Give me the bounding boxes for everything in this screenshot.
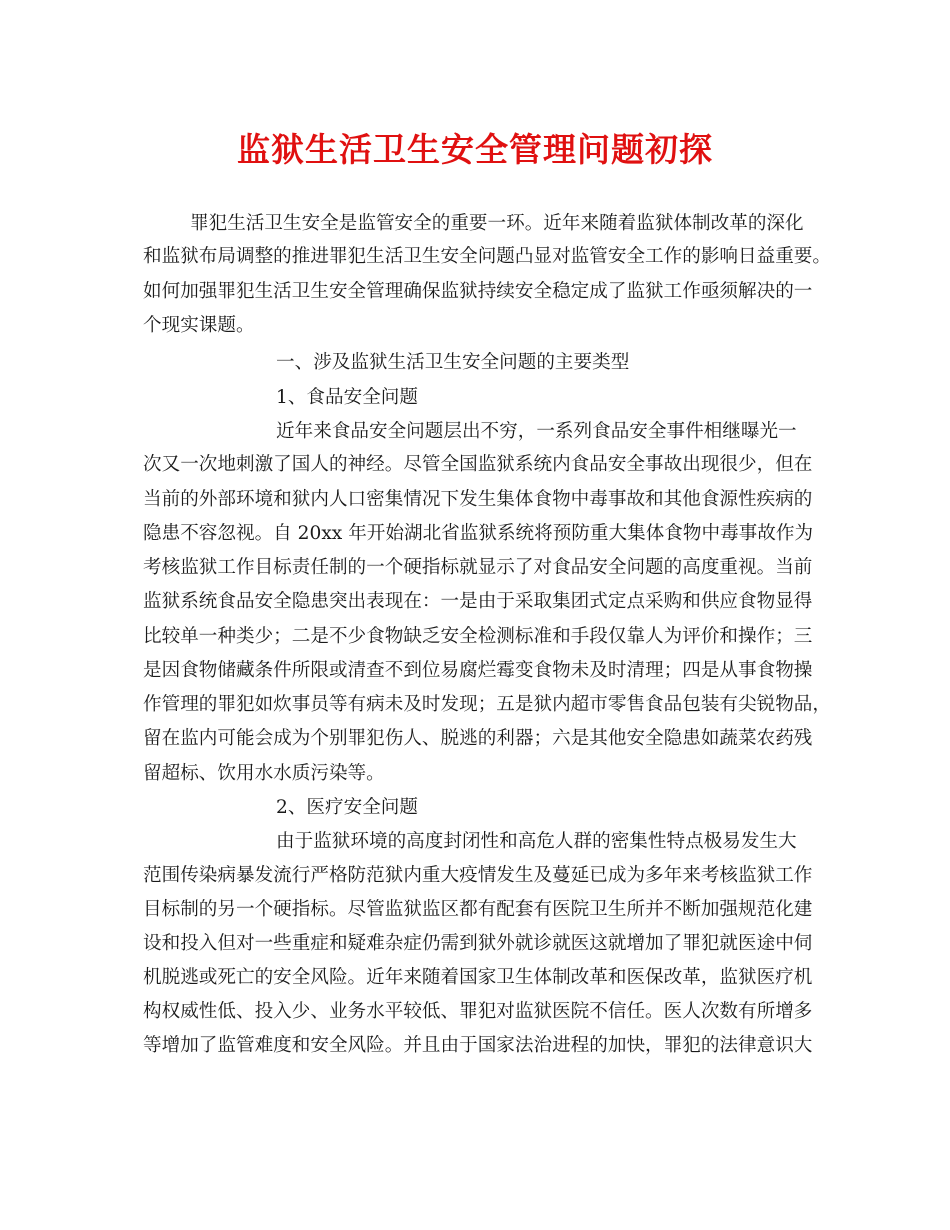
body-line: 如何加强罪犯生活卫生安全管理确保监狱持续安全稳定成了监狱工作亟须解决的一 <box>143 281 813 302</box>
section-heading: 一、涉及监狱生活卫生安全问题的主要类型 <box>276 352 630 373</box>
body-line: 范围传染病暴发流行严格防范狱内重大疫情发生及蔓延已成为多年来考核监狱工作 <box>143 865 813 886</box>
body-line: 构权威性低、投入少、业务水平较低、罪犯对监狱医院不信任。医人次数有所增多 <box>143 1001 813 1022</box>
body-line: 机脱逃或死亡的安全风险。近年来随着国家卫生体制改革和医保改革，监狱医疗机 <box>143 967 813 988</box>
body-line: 和监狱布局调整的推进罪犯生活卫生安全问题凸显对监管安全工作的影响日益重要。 <box>143 246 831 267</box>
body-line: 近年来食品安全问题层出不穷，一系列食品安全事件相继曝光一 <box>276 421 797 442</box>
body-line: 目标制的另一个硬指标。尽管监狱监区都有配套有医院卫生所并不断加强规范化建 <box>143 899 813 920</box>
body-line: 等增加了监管难度和安全风险。并且由于国家法治进程的加快，罪犯的法律意识大 <box>143 1035 813 1056</box>
body-line: 个现实课题。 <box>143 315 255 336</box>
body-line: 考核监狱工作目标责任制的一个硬指标就显示了对食品安全问题的高度重视。当前 <box>143 557 813 578</box>
body-line: 是因食物储藏条件所限或清查不到位易腐烂霉变食物未及时清理；四是从事食物操 <box>143 660 813 681</box>
body-line: 罪犯生活卫生安全是监管安全的重要一环。近年来随着监狱体制改革的深化 <box>190 213 804 234</box>
body-line: 次又一次地刺激了国人的神经。尽管全国监狱系统内食品安全事故出现很少，但在 <box>143 454 813 475</box>
body-line: 设和投入但对一些重症和疑难杂症仍需到狱外就诊就医这就增加了罪犯就医途中伺 <box>143 933 813 954</box>
document-title: 监狱生活卫生安全管理问题初探 <box>237 130 713 169</box>
subsection-heading: 2、医疗安全问题 <box>276 797 418 818</box>
body-line: 比较单一种类少；二是不少食物缺乏安全检测标准和手段仅靠人为评价和操作；三 <box>143 626 813 647</box>
body-line: 由于监狱环境的高度封闭性和高危人群的密集性特点极易发生大 <box>276 831 797 852</box>
body-line: 当前的外部环境和狱内人口密集情况下发生集体食物中毒事故和其他食源性疾病的 <box>143 489 813 510</box>
subsection-heading: 1、食品安全问题 <box>276 387 418 408</box>
body-line: 作管理的罪犯如炊事员等有病未及时发现；五是狱内超市零售食品包装有尖锐物品， <box>143 694 831 715</box>
body-line: 留超标、饮用水水质污染等。 <box>143 763 385 784</box>
body-line: 留在监内可能会成为个别罪犯伤人、脱逃的利器；六是其他安全隐患如蔬菜农药残 <box>143 728 813 749</box>
body-line: 监狱系统食品安全隐患突出表现在：一是由于采取集团式定点采购和供应食物显得 <box>143 591 813 612</box>
body-line: 隐患不容忽视。自 20xx 年开始湖北省监狱系统将预防重大集体食物中毒事故作为 <box>143 523 814 544</box>
